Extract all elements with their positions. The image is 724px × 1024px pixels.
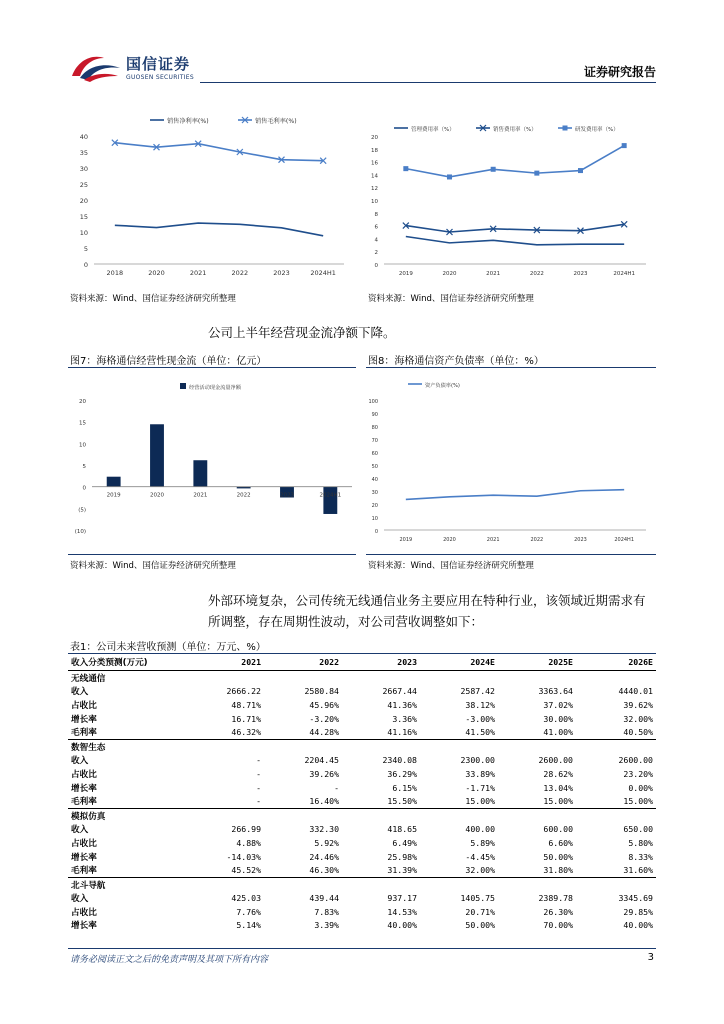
y-tick-label: 90	[371, 412, 378, 418]
table-cell: 31.80%	[543, 865, 573, 876]
table-cell: 占收比	[71, 700, 97, 711]
table-cell: -3.20%	[309, 713, 339, 724]
table-cell	[576, 877, 656, 891]
table-cell: -	[334, 782, 339, 793]
table-cell: 45.96%	[309, 699, 339, 710]
report-type: 证券研究报告	[583, 65, 656, 79]
revenue-forecast-table	[68, 654, 656, 932]
table-cell: -	[256, 755, 261, 766]
table-header-row	[68, 654, 656, 671]
table-cell: 28.62%	[543, 768, 573, 779]
y-tick-label: (5)	[78, 507, 86, 514]
x-tick-label: 2022	[530, 537, 544, 542]
table-cell: 2023	[342, 654, 420, 671]
cashflow-bar-chart	[68, 372, 358, 542]
table-cell: 无线通信	[68, 671, 186, 685]
x-tick-label: 2023	[574, 537, 587, 542]
table-row	[68, 767, 656, 781]
table-cell: 模拟仿真	[68, 808, 186, 822]
x-tick-label: 2020	[442, 271, 457, 277]
x-tick-label: 2022	[231, 269, 249, 277]
table-cell: 41.16%	[387, 727, 417, 738]
x-tick-label: 2022	[529, 271, 544, 277]
table-row	[68, 892, 656, 906]
table-cell: 2667.44	[382, 686, 417, 697]
table-cell: 2024E	[420, 654, 498, 671]
expense-ratio-line-chart	[364, 110, 656, 285]
series-line	[115, 223, 323, 236]
debt-ratio-line-chart	[364, 372, 656, 542]
guosen-logo-icon	[70, 50, 124, 84]
legend-label: 销售毛利率(%)	[255, 118, 297, 125]
chart2-source: 资料来源：Wind、国信证券经济研究所整理	[368, 294, 534, 304]
table-cell: 30.00%	[543, 713, 573, 724]
table-cell: 毛利率	[71, 728, 97, 739]
table-cell: 32.00%	[623, 713, 653, 724]
table-cell: 14.53%	[387, 906, 417, 917]
x-tick-label: 2023	[573, 271, 588, 277]
table-cell	[264, 877, 342, 891]
table-cell: 38.12%	[465, 699, 495, 710]
table-cell: 13.04%	[543, 782, 573, 793]
table-cell: 4.88%	[236, 837, 261, 848]
table-row	[68, 725, 656, 739]
logo-en-text: GUOSEN SECURITIES	[126, 74, 195, 81]
x-tick-label: 2021	[486, 537, 500, 542]
series-line	[406, 236, 624, 244]
y-tick-label: 30	[371, 490, 378, 496]
series-line	[406, 224, 624, 232]
data-point	[622, 143, 627, 148]
x-tick-label: 2022	[236, 492, 251, 499]
table-cell: 439.44	[309, 893, 339, 904]
chart4-caption-rule	[366, 367, 656, 368]
y-tick-label: 70	[371, 438, 378, 444]
table-cell	[342, 671, 420, 685]
table-cell	[342, 808, 420, 822]
table-cell: 418.65	[387, 824, 417, 835]
legend-swatch	[180, 383, 186, 389]
table-cell: 41.36%	[387, 699, 417, 710]
table-cell: 29.85%	[623, 906, 653, 917]
table-row	[68, 823, 656, 837]
table-cell: 332.30	[309, 824, 339, 835]
y-tick-label: 4	[374, 237, 378, 244]
cashflow-paragraph: 公司上半年经营现金流净额下降。	[208, 325, 396, 340]
table-cell	[420, 877, 498, 891]
data-point	[403, 166, 408, 171]
chart1-source: 资料来源：Wind、国信证券经济研究所整理	[70, 294, 236, 304]
x-tick-label: 2021	[193, 492, 208, 499]
x-tick-label: 2023	[273, 269, 290, 277]
table-cell: 收入	[71, 687, 89, 698]
bar	[193, 460, 207, 486]
table-row	[68, 919, 656, 933]
chart4-source-rule	[366, 554, 656, 555]
y-tick-label: 2	[374, 250, 378, 257]
table-cell	[186, 877, 264, 891]
table-cell: 6.49%	[392, 837, 417, 848]
table-cell: 24.46%	[309, 851, 339, 862]
table-cell: 16.71%	[231, 713, 261, 724]
logo-cn-text: 国信证券	[126, 55, 191, 73]
y-tick-label: 16	[371, 160, 378, 167]
header-rule	[200, 82, 656, 83]
chart3-caption-rule	[68, 367, 356, 368]
x-tick-label: 2019	[106, 492, 121, 499]
y-tick-label: 10	[371, 516, 378, 522]
table-row	[68, 781, 656, 795]
table-row	[68, 794, 656, 808]
table-cell: 650.00	[623, 824, 653, 835]
series-line	[406, 146, 624, 177]
table-segment-row	[68, 877, 656, 891]
x-tick-label: 2020	[148, 269, 165, 277]
y-tick-label: 35	[79, 149, 88, 157]
table-cell: 40.50%	[623, 727, 653, 738]
y-tick-label: 25	[79, 181, 88, 189]
legend-label: 销售净利率(%)	[167, 118, 209, 125]
table-cell	[420, 739, 498, 753]
table-cell: -4.45%	[465, 851, 495, 862]
table-cell: 20.71%	[465, 906, 495, 917]
y-tick-label: (10)	[74, 529, 86, 535]
y-tick-label: 10	[371, 199, 378, 205]
table-cell	[264, 739, 342, 753]
series-line	[406, 490, 624, 500]
table-row	[68, 712, 656, 726]
table-cell: -	[256, 796, 261, 807]
table-cell: 2389.78	[538, 893, 573, 904]
x-tick-label: 2024H1	[613, 271, 635, 277]
table-row	[68, 685, 656, 699]
table-cell: -1.71%	[465, 782, 495, 793]
table-cell: 2666.22	[226, 686, 261, 697]
data-point	[534, 171, 539, 176]
table-cell: 15.00%	[623, 796, 653, 807]
page-number: 3	[647, 952, 654, 963]
table-cell	[576, 808, 656, 822]
x-tick-label: 2023	[280, 492, 294, 499]
table-cell: 2600.00	[538, 755, 573, 766]
footer-rule	[68, 948, 656, 949]
y-tick-label: 18	[371, 147, 378, 154]
table-cell: 41.00%	[543, 727, 573, 738]
table-cell: 32.00%	[465, 865, 495, 876]
table-cell	[186, 808, 264, 822]
table-cell: 45.52%	[231, 865, 261, 876]
table-cell: 增长率	[71, 852, 97, 863]
chart4-caption: 图8：海格通信资产负债率（单位：%）	[368, 356, 544, 367]
y-tick-label: 10	[79, 229, 88, 237]
revenue-paragraph-line1: 外部环境复杂，公司传统无线通信业务主要应用在特种行业，该领域近期需求有	[208, 593, 646, 608]
table-cell: 3345.69	[618, 893, 653, 904]
table-cell: 2600.00	[618, 755, 653, 766]
table-row	[68, 836, 656, 850]
legend-label: 经营活动现金流量净额	[189, 385, 241, 391]
table-segment-row	[68, 739, 656, 753]
y-tick-label: 50	[371, 464, 378, 470]
y-tick-label: 40	[371, 477, 378, 483]
table-cell: 5.14%	[236, 920, 261, 931]
y-tick-label: 6	[374, 224, 378, 231]
y-tick-label: 10	[79, 442, 86, 449]
table-cell	[576, 739, 656, 753]
y-tick-label: 20	[79, 197, 88, 205]
y-tick-label: 20	[79, 399, 86, 405]
table-cell: 425.03	[231, 893, 261, 904]
table-cell: 46.32%	[231, 727, 261, 738]
table-cell: 16.40%	[309, 796, 339, 807]
table-cell: 2025E	[498, 654, 576, 671]
table-cell: 收入	[71, 756, 89, 767]
table-cell	[420, 808, 498, 822]
table-cell: 增长率	[71, 921, 97, 932]
table-cell	[498, 808, 576, 822]
data-point	[491, 167, 496, 172]
table-cell	[342, 739, 420, 753]
x-tick-label: 2019	[399, 537, 413, 542]
table-cell: 15.00%	[543, 796, 573, 807]
table-caption: 表1：公司未来营收预测（单位：万元、%）	[70, 642, 266, 653]
legend-label: 销售费用率（%）	[493, 127, 537, 133]
table-cell: 5.89%	[470, 837, 495, 848]
y-tick-label: 20	[371, 503, 378, 509]
y-tick-label: 20	[371, 135, 378, 141]
x-tick-label: 2018	[106, 269, 124, 277]
y-tick-label: 5	[83, 245, 88, 253]
table-cell: 数智生态	[68, 739, 186, 753]
table-cell: 40.00%	[623, 920, 653, 931]
table-row	[68, 754, 656, 768]
table-cell: 266.99	[231, 824, 261, 835]
table-cell: 3363.64	[538, 686, 573, 697]
y-tick-label: 80	[371, 425, 378, 431]
table-cell: 毛利率	[71, 797, 97, 808]
table-cell: -	[256, 782, 261, 793]
table-cell: 8.33%	[628, 851, 653, 862]
table-cell	[420, 671, 498, 685]
table-cell: 2340.08	[382, 755, 417, 766]
table-cell: 2026E	[576, 654, 656, 671]
table-cell: 6.60%	[548, 837, 573, 848]
table-cell: 2022	[264, 654, 342, 671]
table-cell: 31.60%	[623, 865, 653, 876]
table-cell: 44.28%	[309, 727, 339, 738]
table-cell: 5.80%	[628, 837, 653, 848]
y-tick-label: 0	[374, 263, 378, 269]
table-cell: 占收比	[71, 838, 97, 849]
x-tick-label: 2024H1	[319, 492, 342, 499]
y-tick-label: 15	[79, 213, 88, 221]
table-cell: 0.00%	[628, 782, 653, 793]
table-cell	[186, 671, 264, 685]
table-cell: 增长率	[71, 714, 97, 725]
series-line	[115, 143, 323, 161]
table-cell: 40.00%	[387, 920, 417, 931]
data-point	[447, 174, 452, 179]
y-tick-label: 0	[82, 485, 86, 492]
y-tick-label: 100	[368, 399, 378, 405]
logo	[70, 50, 230, 86]
table-cell: 50.00%	[543, 851, 573, 862]
x-tick-label: 2024H1	[310, 269, 336, 277]
y-tick-label: 15	[79, 420, 86, 427]
footer-disclaimer: 请务必阅读正文之后的免责声明及其项下所有内容	[70, 955, 269, 965]
table-cell: 占收比	[71, 907, 97, 918]
table-cell: 3.39%	[314, 920, 339, 931]
table-cell: 36.29%	[387, 768, 417, 779]
y-tick-label: 14	[371, 173, 378, 180]
table-cell: 400.00	[465, 824, 495, 835]
table-cell	[264, 671, 342, 685]
bar	[323, 487, 337, 514]
x-tick-label: 2020	[443, 537, 456, 542]
table-cell: -	[256, 768, 261, 779]
data-point	[578, 168, 583, 173]
table-cell: 收入分类预测(万元)	[68, 654, 186, 671]
x-tick-label: 2024H1	[614, 537, 635, 542]
table-cell	[498, 671, 576, 685]
table-cell: 50.00%	[465, 920, 495, 931]
y-tick-label: 30	[79, 165, 88, 173]
table-cell: 毛利率	[71, 866, 97, 877]
x-tick-label: 2021	[486, 271, 501, 277]
bar	[150, 424, 164, 486]
table-cell: 6.15%	[392, 782, 417, 793]
table-cell: 1405.75	[460, 893, 495, 904]
table-cell	[342, 877, 420, 891]
table-cell: 70.00%	[543, 920, 573, 931]
x-tick-label: 2021	[189, 269, 207, 277]
margin-line-chart	[68, 110, 358, 285]
legend-label: 研发费用率（%）	[575, 127, 619, 133]
table-cell: 937.17	[387, 893, 417, 904]
table-cell: 5.92%	[314, 837, 339, 848]
table-cell: 收入	[71, 825, 89, 836]
y-tick-label: 0	[374, 529, 378, 535]
table-row	[68, 863, 656, 877]
table-cell: 增长率	[71, 783, 97, 794]
table-cell: 2587.42	[460, 686, 495, 697]
chart3-caption: 图7：海格通信经营性现金流（单位：亿元）	[70, 356, 267, 367]
table-cell: 600.00	[543, 824, 573, 835]
y-tick-label: 12	[371, 186, 378, 193]
table-row	[68, 905, 656, 919]
table-cell: 33.89%	[465, 768, 495, 779]
legend-label: 资产负债率(%)	[425, 383, 460, 389]
table-cell: 25.98%	[387, 851, 417, 862]
y-tick-label: 8	[374, 211, 378, 218]
table-cell: 23.20%	[623, 768, 653, 779]
table-cell: 15.50%	[387, 796, 417, 807]
table-cell	[576, 671, 656, 685]
table-cell: 3.36%	[392, 713, 417, 724]
y-tick-label: 5	[82, 464, 86, 470]
table-cell	[498, 739, 576, 753]
table-cell	[498, 877, 576, 891]
table-cell: 46.30%	[309, 865, 339, 876]
legend-label: 管理费用率（%）	[411, 127, 455, 133]
y-tick-label: 40	[79, 133, 88, 141]
chart3-source-rule	[68, 554, 356, 555]
table-cell: -14.03%	[226, 851, 261, 862]
bar	[107, 477, 121, 487]
chart3-source: 资料来源：Wind、国信证券经济研究所整理	[70, 561, 236, 571]
legend-marker	[563, 126, 568, 131]
table-cell: 北斗导航	[68, 877, 186, 891]
table-cell: 48.71%	[231, 699, 261, 710]
y-tick-label: 60	[371, 451, 378, 457]
table-cell: 15.00%	[465, 796, 495, 807]
table-cell: 2580.84	[304, 686, 339, 697]
table-cell: 2021	[186, 654, 264, 671]
table-row	[68, 850, 656, 864]
table-cell: 37.02%	[543, 699, 573, 710]
table-cell: 31.39%	[387, 865, 417, 876]
table-cell: 39.26%	[309, 768, 339, 779]
table-cell: 2300.00	[460, 755, 495, 766]
table-cell: 4440.01	[618, 686, 653, 697]
table-cell: 7.76%	[236, 906, 261, 917]
table-cell: 占收比	[71, 769, 97, 780]
table-cell: 26.30%	[543, 906, 573, 917]
table-cell	[186, 739, 264, 753]
y-tick-label: 0	[83, 261, 88, 269]
table-segment-row	[68, 808, 656, 822]
x-tick-label: 2020	[150, 492, 164, 499]
revenue-paragraph-line2: 所调整，存在周期性波动，对公司营收调整如下：	[208, 614, 484, 629]
table-cell	[264, 808, 342, 822]
table-cell: 7.83%	[314, 906, 339, 917]
table-cell: 39.62%	[623, 699, 653, 710]
table-cell: 2204.45	[304, 755, 339, 766]
table-row	[68, 698, 656, 712]
table-cell: 收入	[71, 894, 89, 905]
chart4-source: 资料来源：Wind、国信证券经济研究所整理	[368, 561, 534, 571]
table-cell: 41.50%	[465, 727, 495, 738]
table-cell: -3.00%	[465, 713, 495, 724]
x-tick-label: 2019	[398, 271, 413, 277]
table-segment-row	[68, 671, 656, 685]
